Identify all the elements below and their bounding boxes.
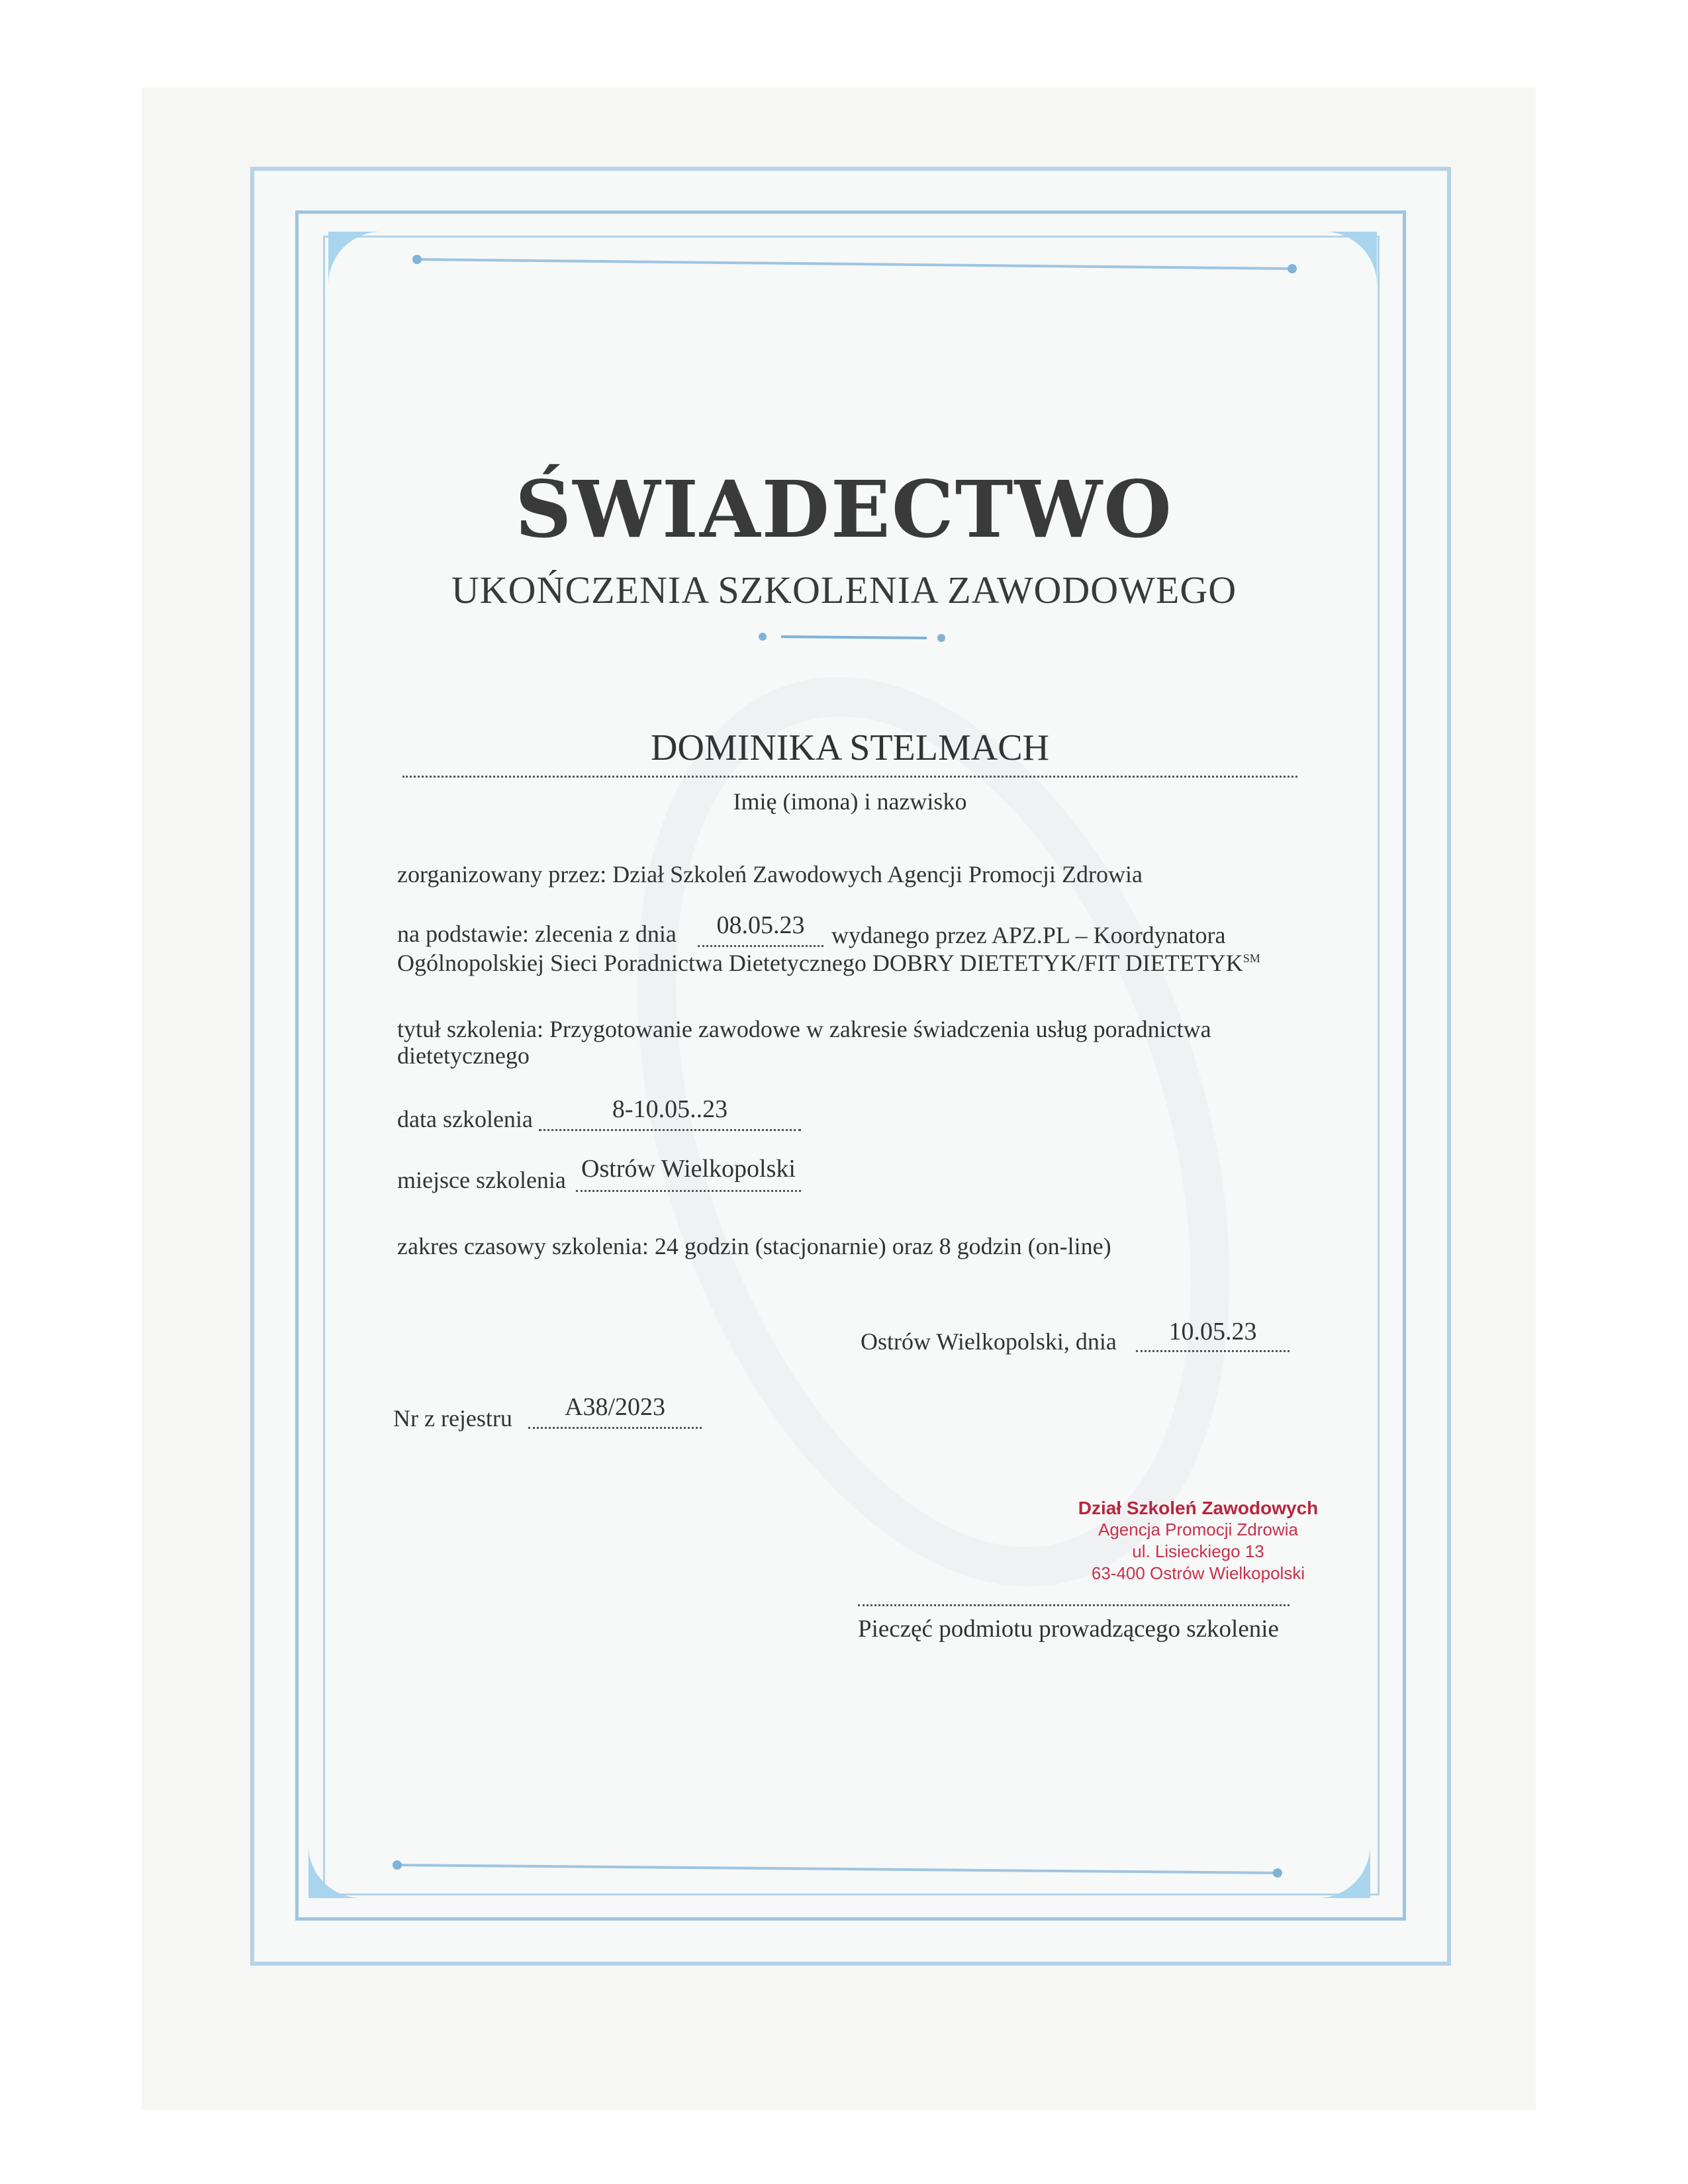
person-name-caption: Imię (imona) i nazwisko <box>733 788 967 815</box>
training-title-line-2: dietetycznego <box>397 1042 530 1069</box>
person-name: DOMINIKA STELMACH <box>651 727 1049 768</box>
register-dotted-line <box>528 1427 702 1429</box>
stamp-line-3: ul. Lisieckiego 13 <box>1132 1541 1264 1561</box>
training-place-label: miejsce szkolenia <box>397 1167 566 1193</box>
basis-date: 08.05.23 <box>716 911 805 939</box>
register-label: Nr z rejestru <box>393 1405 512 1432</box>
training-place: Ostrów Wielkopolski <box>581 1155 796 1183</box>
certificate-title: ŚWIADECTWO <box>515 463 1173 555</box>
institution-stamp <box>867 1497 1529 1584</box>
issue-date: 10.05.23 <box>1168 1318 1257 1345</box>
basis-date-dotted-line <box>698 945 823 947</box>
basis-line-2 <box>397 949 1260 977</box>
register-number: A38/2023 <box>565 1393 665 1421</box>
time-scope-text: zakres czasowy szkolenia: 24 godzin (stacjonarnie) oraz 8 godzin (on-line) <box>397 1233 1111 1259</box>
training-date: 8-10.05..23 <box>612 1095 728 1123</box>
basis-line-2-text: Ogólnopolskiej Sieci Poradnictwa Dietetycznego DOBRY DIETETYK/FIT DIETETYK <box>397 950 1243 976</box>
stamp-line-1: Dział Szkoleń Zawodowych <box>1078 1498 1319 1518</box>
organized-by-text: zorganizowany przez: Dział Szkoleń Zawodowych Agencji Promocji Zdrowia <box>397 861 1143 887</box>
basis-suffix: wydanego przez APZ.PL – Koordynatora <box>831 922 1226 948</box>
training-date-dotted-line <box>539 1129 801 1131</box>
stamp-line-2: Agencja Promocji Zdrowia <box>1098 1520 1298 1539</box>
basis-sup: SM <box>1243 952 1260 965</box>
stamp-dotted-line <box>858 1604 1289 1606</box>
basis-line-1 <box>397 920 677 948</box>
training-place-dotted-line <box>576 1190 801 1192</box>
training-date-label: data szkolenia <box>397 1106 533 1132</box>
name-dotted-line <box>402 776 1297 778</box>
stamp-line-4: 63-400 Ostrów Wielkopolski <box>1091 1563 1305 1583</box>
issue-place-label: Ostrów Wielkopolski, dnia <box>861 1328 1117 1355</box>
training-title-line-1: tytuł szkolenia: Przygotowanie zawodowe w zakresie świadczenia usług poradnictwa <box>397 1016 1211 1042</box>
certificate-subtitle: UKOŃCZENIA SZKOLENIA ZAWODOWEGO <box>451 569 1237 612</box>
stamp-caption: Pieczęć podmiotu prowadzącego szkolenie <box>858 1615 1279 1643</box>
issue-date-dotted-line <box>1136 1350 1289 1352</box>
basis-prefix: na podstawie: zlecenia z dnia <box>397 921 677 947</box>
